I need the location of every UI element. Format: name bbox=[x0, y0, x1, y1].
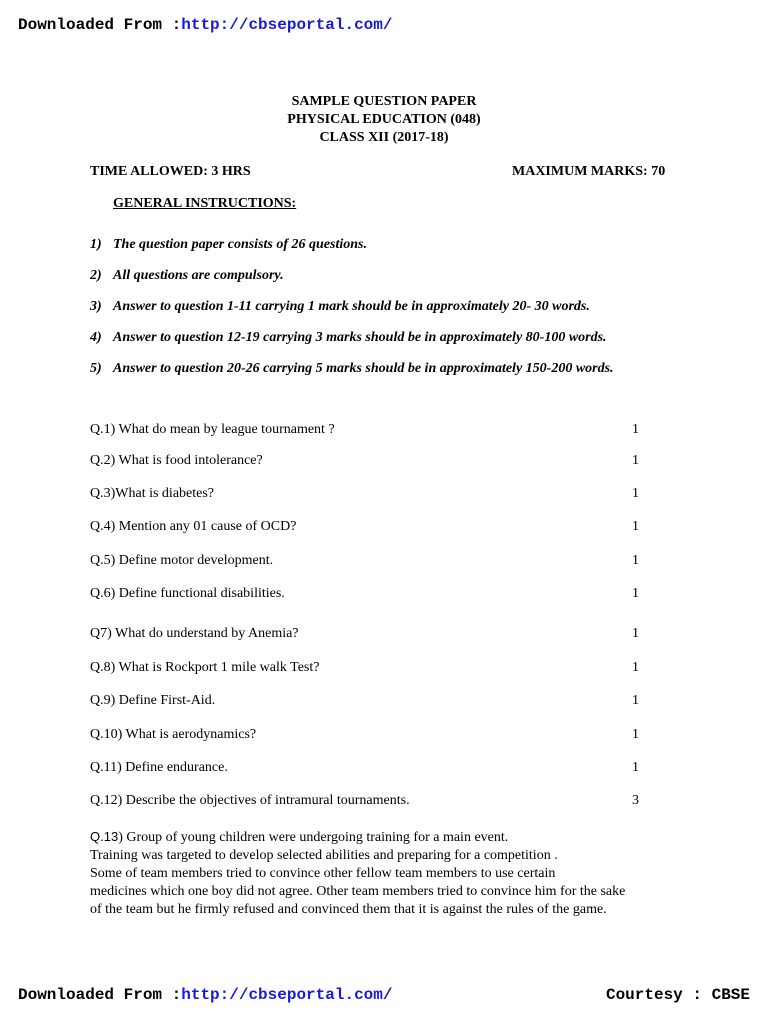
instruction-number: 2) bbox=[90, 268, 102, 283]
question-13-number: Q.13 bbox=[90, 829, 119, 844]
question-13-line: of the team but he firmly refused and convinced them that it is against the rules of the game. bbox=[90, 902, 607, 917]
instruction-item bbox=[90, 361, 614, 377]
instruction-number: 5) bbox=[90, 361, 102, 376]
paper-title: SAMPLE QUESTION PAPER bbox=[291, 94, 477, 109]
question-13-line: medicines which one boy did not agree. Other team members tried to convince him for the sake bbox=[90, 884, 626, 899]
question-marks: 1 bbox=[632, 453, 639, 468]
instructions-heading: GENERAL INSTRUCTIONS: bbox=[113, 196, 297, 211]
question-marks: 1 bbox=[632, 553, 639, 568]
question-marks: 1 bbox=[632, 422, 639, 437]
source-link[interactable]: http://cbseportal.com/ bbox=[181, 986, 393, 1004]
question-13-text: ) Group of young children were undergoing training for a main event. bbox=[118, 830, 509, 845]
question-text: Q.9) Define First-Aid. bbox=[90, 693, 216, 708]
instruction-item bbox=[90, 330, 607, 346]
downloaded-from-label: Downloaded From : bbox=[18, 16, 182, 34]
question-marks: 1 bbox=[632, 586, 639, 601]
instruction-item bbox=[90, 237, 367, 253]
question-13-line bbox=[90, 828, 680, 847]
question-marks: 1 bbox=[632, 660, 639, 675]
question-marks: 1 bbox=[632, 693, 639, 708]
instruction-number: 3) bbox=[90, 299, 102, 314]
instruction-text: Answer to question 20-26 carrying 5 marks should be in approximately 150-200 words. bbox=[113, 361, 614, 376]
question-text: Q.8) What is Rockport 1 mile walk Test? bbox=[90, 660, 320, 675]
question-marks: 1 bbox=[632, 626, 639, 641]
top-download-banner bbox=[18, 16, 392, 34]
question-marks: 3 bbox=[632, 793, 639, 808]
instruction-number: 4) bbox=[90, 330, 102, 345]
instruction-text: The question paper consists of 26 questions. bbox=[113, 237, 367, 252]
maximum-marks: MAXIMUM MARKS: 70 bbox=[512, 164, 666, 179]
question-text: Q.1) What do mean by league tournament ? bbox=[90, 422, 335, 437]
question-text: Q.3)What is diabetes? bbox=[90, 486, 215, 501]
question-marks: 1 bbox=[632, 519, 639, 534]
question-text: Q.2) What is food intolerance? bbox=[90, 453, 263, 468]
question-13-line: Some of team members tried to convince other fellow team members to use certain bbox=[90, 866, 556, 881]
downloaded-from-label: Downloaded From : bbox=[18, 986, 182, 1004]
class-title: CLASS XII (2017-18) bbox=[319, 130, 449, 145]
question-text: Q.12) Describe the objectives of intramural tournaments. bbox=[90, 793, 410, 808]
question-text: Q.11) Define endurance. bbox=[90, 760, 228, 775]
instruction-text: Answer to question 12-19 carrying 3 marks should be in approximately 80-100 words. bbox=[113, 330, 607, 345]
question-13-block bbox=[90, 828, 680, 919]
instruction-item bbox=[90, 299, 590, 315]
instruction-item bbox=[90, 268, 284, 284]
question-13-line: Training was targeted to develop selected abilities and preparing for a competition . bbox=[90, 848, 558, 863]
question-text: Q.6) Define functional disabilities. bbox=[90, 586, 285, 601]
subject-title: PHYSICAL EDUCATION (048) bbox=[287, 112, 481, 127]
source-link[interactable]: http://cbseportal.com/ bbox=[181, 16, 393, 34]
instruction-text: Answer to question 1-11 carrying 1 mark should be in approximately 20- 30 words. bbox=[113, 299, 590, 314]
question-marks: 1 bbox=[632, 727, 639, 742]
time-allowed: TIME ALLOWED: 3 HRS bbox=[90, 164, 251, 179]
instruction-text: All questions are compulsory. bbox=[113, 268, 284, 283]
question-marks: 1 bbox=[632, 760, 639, 775]
question-text: Q.4) Mention any 01 cause of OCD? bbox=[90, 519, 297, 534]
question-marks: 1 bbox=[632, 486, 639, 501]
instruction-number: 1) bbox=[90, 237, 102, 252]
question-text: Q.5) Define motor development. bbox=[90, 553, 274, 568]
question-text: Q.10) What is aerodynamics? bbox=[90, 727, 257, 742]
question-text: Q7) What do understand by Anemia? bbox=[90, 626, 299, 641]
courtesy-label: Courtesy : CBSE bbox=[605, 986, 750, 1004]
bottom-download-banner bbox=[18, 986, 392, 1004]
